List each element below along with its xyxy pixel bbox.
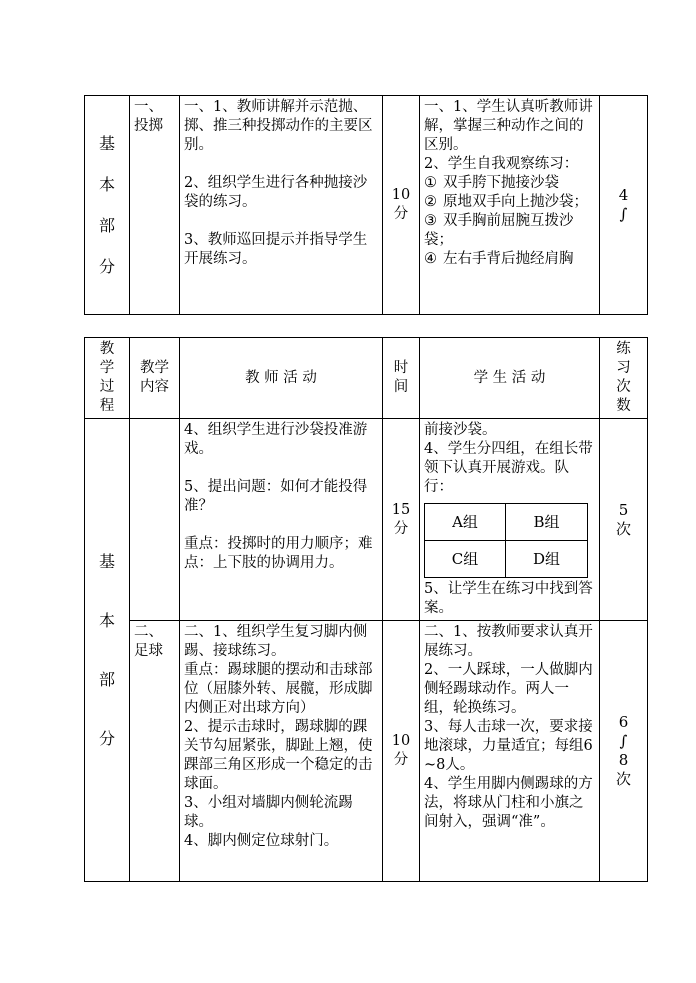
student-activity-item: 2、学生自我观察练习： bbox=[424, 156, 579, 172]
count-part: 8 bbox=[618, 751, 629, 769]
section-char: 基 bbox=[98, 552, 115, 571]
exercise-text: 双手胸前屈腕互拨沙袋； bbox=[424, 213, 574, 248]
teacher-activity-cell bbox=[180, 96, 383, 315]
exercise-text: 双手胯下抛接沙袋 bbox=[443, 175, 559, 191]
student-activity-item: 5、让学生在练习中找到答案。 bbox=[424, 581, 593, 616]
count-part: 4 bbox=[618, 186, 629, 204]
group-cell: D组 bbox=[532, 549, 561, 568]
teacher-activity-item: 2、组织学生进行各种抛接沙袋的练习。 bbox=[184, 175, 368, 210]
header-char: 程 bbox=[99, 398, 115, 414]
header-student-activity bbox=[420, 338, 600, 419]
teacher-activity-item: 重点：踢球腿的摆动和击球部位（屈膝外转、展髋，形成脚内侧正对出球方向） bbox=[184, 662, 373, 716]
student-activity-cell bbox=[420, 96, 600, 315]
student-exercise bbox=[424, 250, 595, 269]
count-cell bbox=[600, 96, 648, 315]
group-cell: B组 bbox=[506, 504, 587, 541]
count-part: ∫ bbox=[619, 732, 628, 750]
header-teacher-activity bbox=[180, 338, 383, 419]
header-count bbox=[600, 338, 648, 419]
count-part: 次 bbox=[615, 519, 631, 538]
section-char: 部 bbox=[98, 670, 115, 689]
time-value: 15分 bbox=[391, 501, 411, 537]
table-row bbox=[85, 419, 648, 621]
teacher-activity-item: 4、脚内侧定位球射门。 bbox=[184, 833, 339, 849]
group-cell: A组 bbox=[425, 504, 506, 541]
header-text: 教 师 活 动 bbox=[245, 369, 317, 386]
student-exercise bbox=[424, 193, 595, 212]
section-char: 本 bbox=[98, 175, 115, 194]
number-mark: ① bbox=[424, 175, 437, 191]
count-cell bbox=[600, 419, 648, 621]
student-activity-item: 前接沙袋。 bbox=[424, 422, 497, 438]
section-label bbox=[85, 96, 130, 315]
section-char: 本 bbox=[98, 611, 115, 630]
student-exercise bbox=[424, 174, 595, 193]
time-cell bbox=[383, 419, 420, 621]
student-activity-cell bbox=[420, 621, 600, 882]
teacher-activity-item: 2、提示击球时，踢球脚的踝关节勾屈紧张，脚趾上翘，使踝部三角区形成一个稳定的击球面。 bbox=[184, 719, 373, 792]
student-activity-item: 一、1、学生认真听教师讲解，掌握三种动作之间的区别。 bbox=[424, 99, 593, 153]
header-char: 练 bbox=[616, 341, 631, 357]
student-activity-cell bbox=[420, 419, 600, 621]
header-char: 习 bbox=[616, 360, 631, 376]
number-mark: ② bbox=[424, 194, 437, 210]
teacher-activity-cell bbox=[180, 419, 383, 621]
section-char: 部 bbox=[98, 216, 115, 235]
number-mark: ③ bbox=[424, 213, 437, 229]
header-row bbox=[85, 338, 648, 419]
header-char: 时 bbox=[393, 360, 409, 376]
header-word: 内容 bbox=[140, 379, 169, 395]
exercise-text: 原地双手向上抛沙袋； bbox=[443, 194, 588, 210]
student-activity-item: 2、一人踩球，一人做脚内侧轻踢球动作。两人一组，轮换练习。 bbox=[424, 662, 593, 716]
teacher-activity-item: 3、教师巡回提示并指导学生开展练习。 bbox=[184, 232, 368, 267]
header-text: 学 生 活 动 bbox=[473, 369, 546, 386]
student-activity-item: 4、学生用脚内侧踢球的方法，将球从门柱和小旗之间射入，强调“准”。 bbox=[424, 776, 593, 830]
content-text: 一、投掷 bbox=[134, 99, 163, 134]
header-char: 间 bbox=[393, 379, 409, 395]
lesson-table-1 bbox=[84, 95, 648, 315]
section-char: 分 bbox=[98, 257, 115, 276]
student-activity-item: 3、每人击球一次，要求接地滚球，力量适宜；每组6~8人。 bbox=[424, 719, 593, 773]
time-cell bbox=[383, 621, 420, 882]
teacher-activity-cell bbox=[180, 621, 383, 882]
section-char: 基 bbox=[98, 134, 115, 153]
student-activity-item: 二、1、按教师要求认真开展练习。 bbox=[424, 624, 593, 659]
number-mark: ④ bbox=[424, 251, 437, 267]
section-char: 分 bbox=[98, 729, 115, 748]
count-cell bbox=[600, 621, 648, 882]
student-exercise bbox=[424, 212, 595, 250]
count-part: ∫ bbox=[619, 205, 628, 223]
header-char: 学 bbox=[99, 360, 115, 376]
count-part: 5 bbox=[618, 500, 629, 519]
teacher-activity-item: 二、1、组织学生复习脚内侧踢、接球练习。 bbox=[184, 624, 368, 659]
section-label bbox=[85, 419, 130, 882]
header-char: 数 bbox=[616, 398, 631, 414]
teacher-activity-item: 重点：投掷时的用力顺序；难点：上下肢的协调用力。 bbox=[184, 536, 373, 571]
time-value: 10分 bbox=[391, 187, 411, 222]
teacher-activity-item: 5、提出问题：如何才能投得准？ bbox=[184, 479, 368, 514]
header-process bbox=[85, 338, 130, 419]
content-text: 二、足球 bbox=[134, 624, 163, 659]
group-cell: C组 bbox=[425, 541, 506, 577]
header-time bbox=[383, 338, 420, 419]
count-part: 次 bbox=[615, 770, 631, 788]
time-value: 10分 bbox=[391, 733, 411, 768]
group-grid bbox=[424, 503, 588, 578]
header-content bbox=[130, 338, 180, 419]
teacher-activity-item: 一、1、教师讲解并示范抛、掷、推三种投掷动作的主要区别。 bbox=[184, 99, 373, 153]
exercise-text: 左右手背后抛经肩胸 bbox=[443, 251, 574, 267]
lesson-table-2 bbox=[84, 337, 648, 882]
header-char: 次 bbox=[616, 379, 631, 395]
student-activity-item: 4、学生分四组，在组长带领下认真开展游戏。队行： bbox=[424, 441, 593, 495]
content-cell bbox=[130, 621, 180, 882]
teacher-activity-item: 4、组织学生进行沙袋投准游戏。 bbox=[184, 422, 368, 457]
time-cell bbox=[383, 96, 420, 315]
header-char: 过 bbox=[99, 379, 115, 395]
table-row bbox=[85, 621, 648, 882]
count-part: 6 bbox=[618, 713, 629, 731]
content-cell bbox=[130, 419, 180, 621]
content-cell bbox=[130, 96, 180, 315]
header-word: 教学 bbox=[140, 360, 169, 376]
header-char: 教 bbox=[99, 341, 115, 357]
teacher-activity-item: 3、小组对墙脚内侧轮流踢球。 bbox=[184, 795, 353, 830]
